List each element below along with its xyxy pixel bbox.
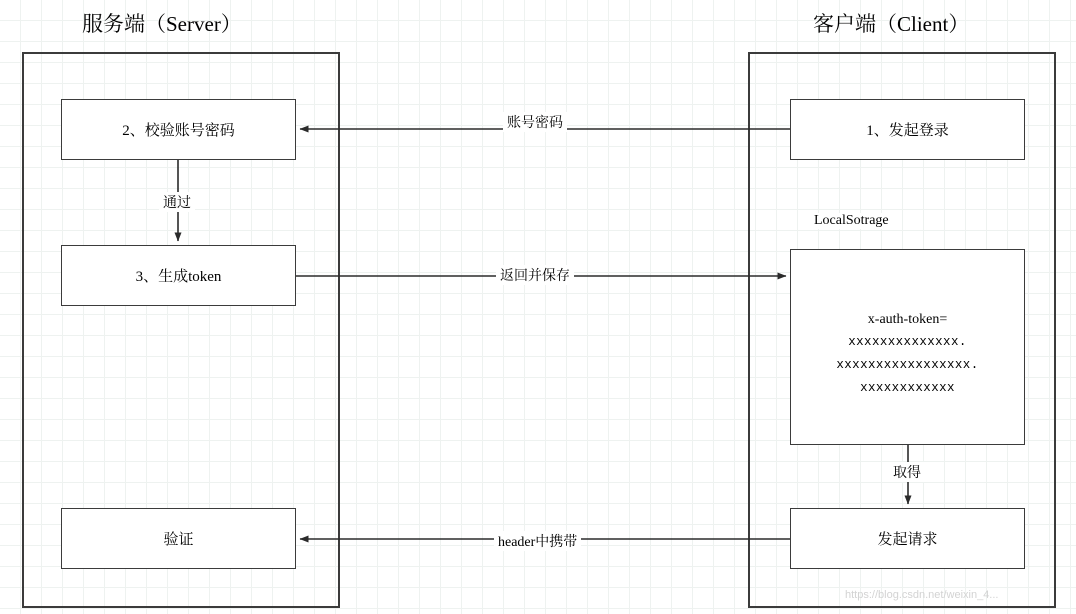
edge-label-credentials: 账号密码: [503, 112, 567, 132]
token-value-line-2: xxxxxxxxxxxxxxxxx.: [836, 358, 979, 372]
node-generate-token[interactable]: 3、生成token: [61, 245, 296, 306]
local-storage-caption: LocalSotrage: [811, 213, 892, 229]
node-send-request[interactable]: 发起请求: [790, 508, 1025, 569]
edge-label-obtain: 取得: [889, 462, 925, 482]
edge-label-return-and-save: 返回并保存: [496, 265, 574, 285]
client-title: 客户端（Client）: [813, 12, 970, 36]
token-key-line: x-auth-token=: [867, 312, 948, 327]
server-title: 服务端（Server）: [82, 12, 242, 36]
watermark: https://blog.csdn.net/weixin_4...: [845, 589, 999, 601]
node-local-storage-box[interactable]: [790, 249, 1025, 445]
edge-label-pass: 通过: [159, 192, 195, 212]
token-value-line-1: xxxxxxxxxxxxxx.: [848, 335, 967, 349]
node-validate[interactable]: 验证: [61, 508, 296, 569]
node-verify-credentials[interactable]: 2、校验账号密码: [61, 99, 296, 160]
edge-label-header-carry: header中携带: [494, 531, 581, 551]
node-start-login[interactable]: 1、发起登录: [790, 99, 1025, 160]
token-value-line-3: xxxxxxxxxxxx: [860, 381, 955, 395]
